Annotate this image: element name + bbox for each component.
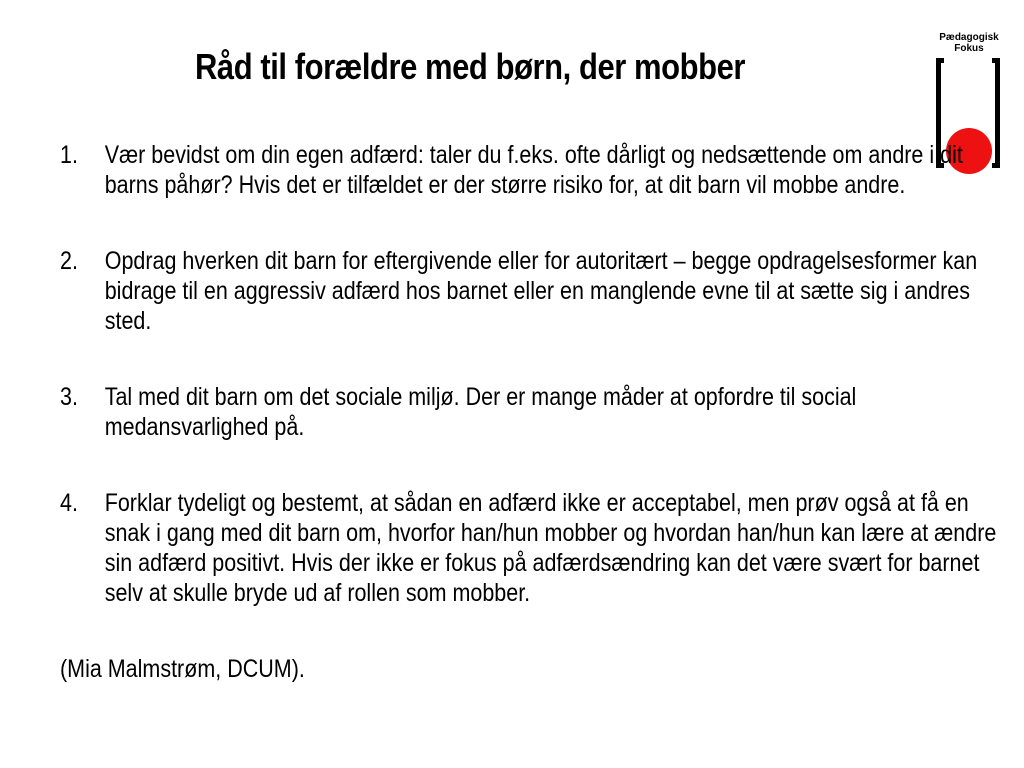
- logo-line-2: Fokus: [954, 43, 984, 54]
- list-item: [60, 382, 886, 442]
- list-item-text: Vær bevidst om din egen adfærd: taler du f.eks. ofte dårligt og nedsættende om andre i dit barns påhør? Hvis det er tilfældet er der større risiko for, at dit barn vil mobbe andre.: [104, 141, 963, 199]
- source-citation: (Mia Malmstrøm, DCUM).: [60, 655, 305, 683]
- advice-list: [60, 140, 997, 684]
- list-item-text: Forklar tydeligt og bestemt, at sådan en adfærd ikke er acceptabel, men prøv også at få en snak i gang med dit barn om, hvorfor han/hun mobber og hvordan han/hun kan lære at ændre sin adfærd positivt. Hvis der ikke er fokus på adfærdsændring kan det være svært for barnet selv at skulle bryde ud af rollen som mobber.: [104, 489, 997, 607]
- slide-title: Råd til forældre med børn, der mobber: [194, 46, 746, 87]
- list-item: [60, 488, 997, 608]
- list-item: [60, 140, 963, 200]
- list-item-number: 4.: [60, 489, 78, 517]
- list-item-text: Tal med dit barn om det sociale miljø. Der er mange måder at opfordre til social medansvarlighed på.: [104, 383, 857, 441]
- list-item-number: 1.: [60, 141, 78, 169]
- list-item-number: 3.: [60, 383, 78, 411]
- list-item: [60, 246, 978, 336]
- list-item-text: Opdrag hverken dit barn for eftergivende eller for autoritært – begge opdragelsesformer kan bidrage til en aggressiv adfærd hos barnet eller en manglende evne til at sætte sig i andres sted.: [104, 247, 978, 335]
- logo-line-1: Pædagogisk: [939, 32, 999, 43]
- logo-text: [924, 32, 1014, 54]
- list-item-number: 2.: [60, 247, 78, 275]
